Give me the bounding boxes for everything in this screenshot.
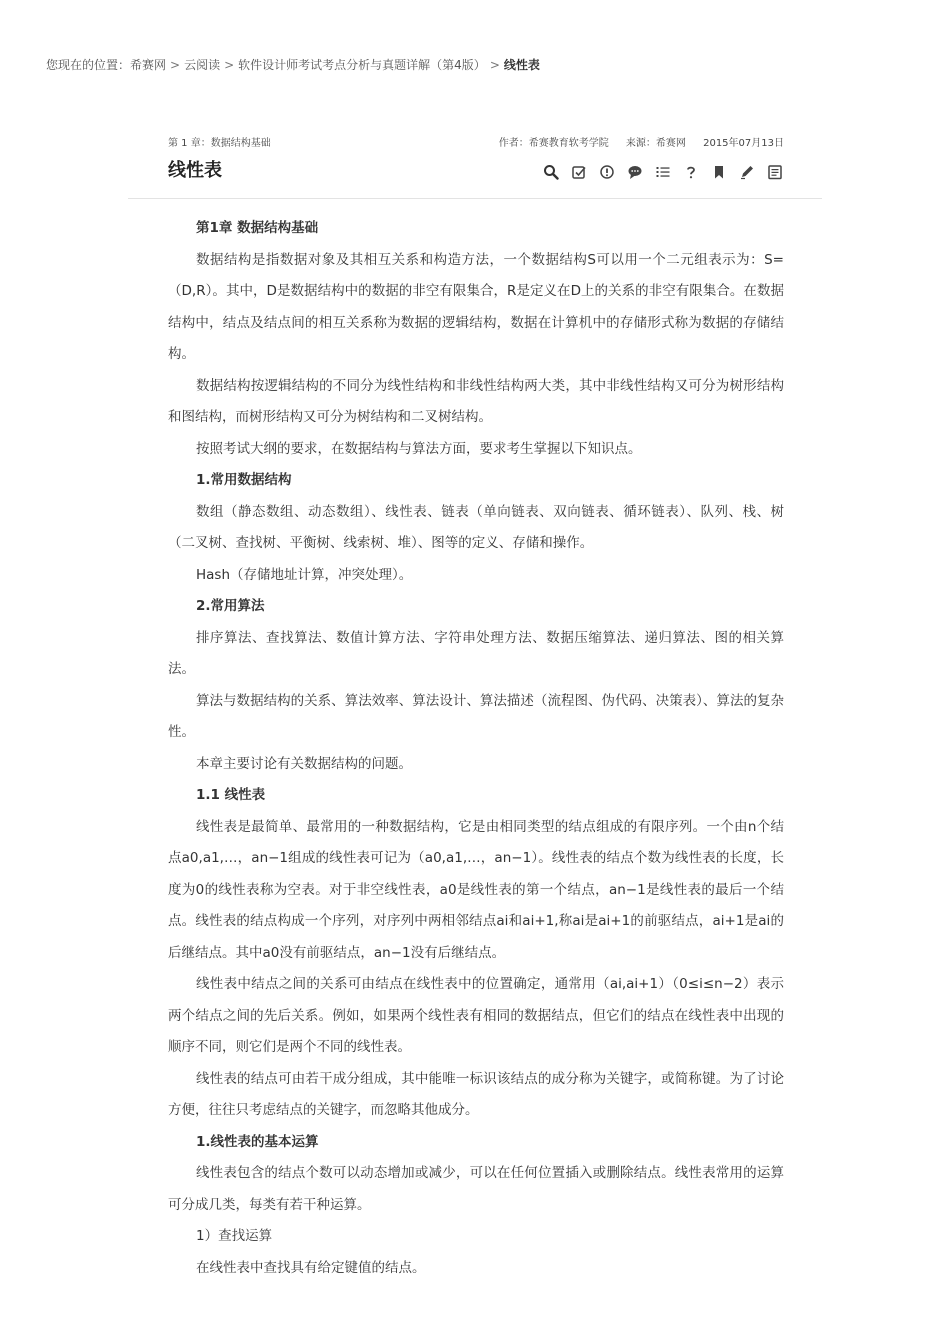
paragraph: Hash（存储地址计算，冲突处理）。 <box>196 566 413 583</box>
article-meta <box>485 134 784 149</box>
publish-date: 2015年07月13日 <box>703 138 784 149</box>
toolbar <box>542 163 784 181</box>
breadcrumb-link-cloud-read[interactable]: 云阅读 <box>184 58 221 72</box>
paragraph: 排序算法、查找算法、数值计算方法、字符串处理方法、数据压缩算法、递归算法、图的相关算法。 <box>168 629 784 677</box>
paragraph: 线性表中结点之间的关系可由结点在线性表中的位置确定，通常用（ai,ai+1）（0≤i≤n−2）表示两个结点之间的先后关系。例如，如果两个线性表有相同的数据结点，但它们的结点在线性表中出现的顺序不同，则它们是两个不同的线性表。 <box>168 976 784 1055</box>
breadcrumb-prefix: 您现在的位置： <box>46 58 131 72</box>
breadcrumb <box>46 56 540 73</box>
breadcrumb-separator: > <box>224 58 235 72</box>
chapter-label: 第 1 章：数据结构基础 <box>168 138 271 149</box>
paragraph: 数据结构是指数据对象及其相互关系和构造方法，一个数据结构S可以用一个二元组表示为：S=（D,R）。其中，D是数据结构中的数据的非空有限集合，R是定义在D上的关系的非空有限集合。在数据结构中，结点及结点间的相互关系称为数据的逻辑结构，数据在计算机中的存储形式称为数据的存储结构。 <box>168 251 784 362</box>
section-heading: 1.线性表的基本运算 <box>196 1133 319 1150</box>
paragraph: 在线性表中查找具有给定键值的结点。 <box>196 1259 426 1276</box>
section-heading: 1.1 线性表 <box>196 787 266 803</box>
header-divider <box>128 198 822 199</box>
breadcrumb-link-home[interactable]: 希赛网 <box>130 58 167 72</box>
read-icon[interactable] <box>766 163 784 181</box>
section-heading: 2.常用算法 <box>196 598 265 614</box>
list-icon[interactable] <box>654 163 672 181</box>
source: 来源：希赛网 <box>625 138 686 149</box>
section-heading: 1.常用数据结构 <box>196 472 292 488</box>
bookmark-icon[interactable] <box>710 163 728 181</box>
paragraph: 数据结构按逻辑结构的不同分为线性结构和非线性结构两大类，其中非线性结构又可分为树形结构和图结构，而树形结构又可分为树结构和二叉树结构。 <box>168 377 784 425</box>
paragraph: 按照考试大纲的要求，在数据结构与算法方面，要求考生掌握以下知识点。 <box>196 440 642 457</box>
breadcrumb-separator: > <box>170 58 181 72</box>
paragraph: 数组（静态数组、动态数组）、线性表、链表（单向链表、双向链表、循环链表）、队列、栈、树（二叉树、查找树、平衡树、线索树、堆）、图等的定义、存储和操作。 <box>168 503 784 551</box>
paragraph: 线性表的结点可由若干成分组成，其中能唯一标识该结点的成分称为关键字，或简称键。为了讨论方便，往往只考虑结点的关键字，而忽略其他成分。 <box>168 1070 784 1118</box>
page-title: 线性表 <box>168 160 222 181</box>
search-icon[interactable] <box>542 163 560 181</box>
article-content <box>168 213 784 1284</box>
error-report-icon[interactable] <box>598 163 616 181</box>
paragraph: 线性表是最简单、最常用的一种数据结构，它是由相同类型的结点组成的有限序列。一个由n个结点a0,a1,…，an−1组成的线性表可记为（a0,a1,…，an−1）。线性表的结点个数为线性表的长度，长度为0的线性表称为空表。对于非空线性表，a0是线性表的第一个结点，an−1是线性表的最后一个结点。线性表的结点构成一个序列，对序列中两相邻结点ai和ai+1,称ai是ai+1的前驱结点，ai+1是ai的后继结点。其中a0没有前驱结点，an−1没有后继结点。 <box>168 818 784 961</box>
breadcrumb-separator: > <box>489 58 500 72</box>
paragraph: 算法与数据结构的关系、算法效率、算法设计、算法描述（流程图、伪代码、决策表）、算法的复杂性。 <box>168 692 784 740</box>
comment-icon[interactable] <box>626 163 644 181</box>
breadcrumb-current: 线性表 <box>503 58 540 72</box>
author: 作者：希赛教育软考学院 <box>498 138 609 149</box>
note-icon[interactable] <box>570 163 588 181</box>
paragraph: 线性表包含的结点个数可以动态增加或减少，可以在任何位置插入或删除结点。线性表常用的运算可分成几类，每类有若干种运算。 <box>168 1165 784 1213</box>
breadcrumb-link-book[interactable]: 软件设计师考试考点分析与真题详解（第4版） <box>238 58 486 72</box>
paragraph: 1）查找运算 <box>196 1228 273 1244</box>
chapter-heading: 第1章 数据结构基础 <box>196 220 319 236</box>
edit-icon[interactable] <box>738 163 756 181</box>
article-header <box>168 134 784 181</box>
paragraph: 本章主要讨论有关数据结构的问题。 <box>196 755 412 772</box>
help-icon[interactable] <box>682 163 700 181</box>
